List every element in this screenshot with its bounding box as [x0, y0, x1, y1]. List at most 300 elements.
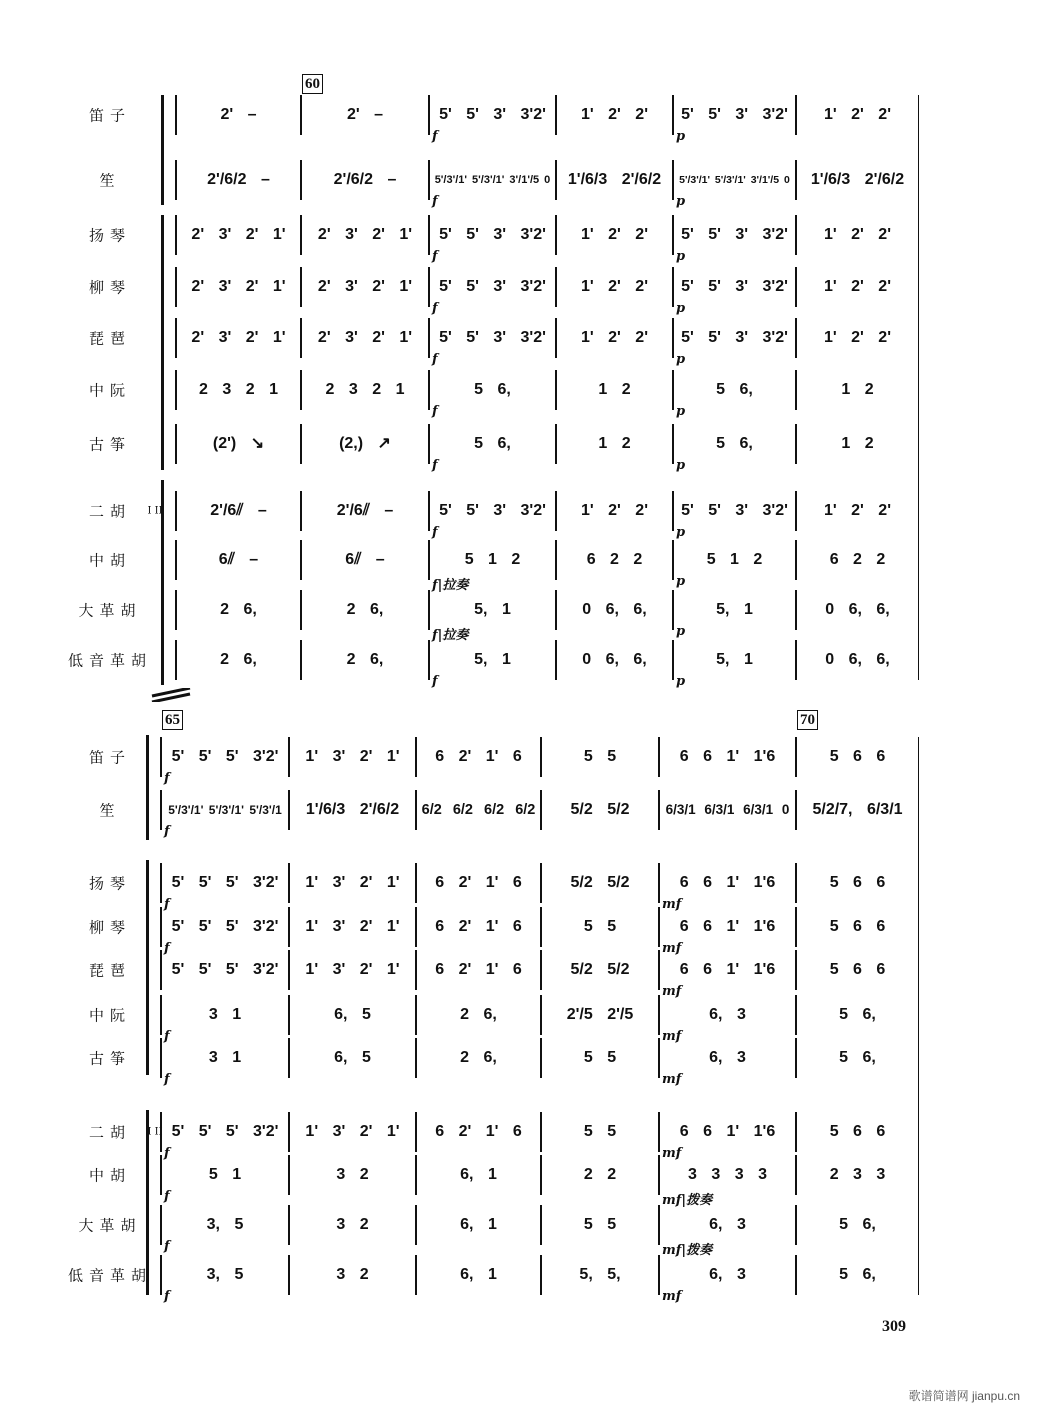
measure — [795, 737, 918, 777]
measure-notes: 5'/3'/1' 5'/3'/1' 3'/1'/5 0 — [434, 173, 551, 186]
measure — [540, 1112, 658, 1152]
measure — [288, 1038, 415, 1078]
measure-notes: 1 2 — [841, 435, 874, 452]
measure-notes: 2 6, — [220, 651, 257, 668]
measure-notes: 2 6, — [346, 601, 384, 618]
measure-notes: 5 6 6 — [829, 961, 886, 978]
measure-notes: 6 2' 1' 6 — [435, 1123, 522, 1140]
measure-notes: 5 6 6 — [829, 874, 886, 891]
instrument-label: 柳琴 — [88, 918, 131, 937]
measure-notes: 5/2 5/2 — [570, 801, 630, 818]
measure-notes: 6, 3 — [709, 1266, 746, 1283]
measure-notes: 2 6, — [346, 651, 384, 668]
measure-notes: 3 1 — [208, 1006, 242, 1023]
dynamic-marking: p — [676, 674, 686, 689]
measure — [175, 540, 300, 580]
dynamic-marking: f — [432, 352, 438, 367]
measure-notes: 2'/6/2 – — [333, 171, 397, 188]
measure — [288, 907, 415, 947]
measure-notes: 5 5 — [583, 918, 617, 935]
dynamic-marking: f — [164, 1146, 170, 1161]
dynamic-marking: f|拉奏 — [432, 628, 469, 643]
measure-notes: 1' 3' 2' 1' — [305, 874, 400, 891]
measure-notes: 5' 5' 3' 3'2' — [439, 106, 546, 123]
measure — [428, 95, 555, 135]
measure — [795, 790, 918, 830]
measure-notes: 5' 5' 5' 3'2' — [171, 748, 279, 765]
measure-notes: 5/2 5/2 — [570, 961, 630, 978]
measure-notes: 1' 2' 2' — [581, 278, 648, 295]
measure — [288, 995, 415, 1035]
staff-row — [0, 1205, 1040, 1245]
dynamic-marking: f — [164, 1072, 170, 1087]
dynamic-marking: f — [432, 404, 438, 419]
measure — [175, 215, 300, 255]
measure — [288, 737, 415, 777]
measure — [300, 424, 428, 464]
measure-notes: 1' 2' 2' — [824, 278, 891, 295]
measure — [672, 370, 795, 410]
staff-row — [0, 95, 1040, 135]
measure-notes: 5 5 — [583, 1216, 617, 1233]
measure-notes: 0 6, 6, — [582, 601, 647, 618]
measure — [288, 1112, 415, 1152]
instrument-label: 中阮 — [88, 1006, 131, 1025]
measure — [428, 370, 555, 410]
dynamic-marking: p — [676, 574, 686, 589]
measure-notes: 6 2' 1' 6 — [435, 874, 522, 891]
measure-notes: 5' 5' 3' 3'2' — [681, 278, 788, 295]
measure — [540, 1038, 658, 1078]
measure — [415, 1112, 540, 1152]
dynamic-marking: f — [164, 1289, 170, 1304]
measure-notes: 5, 1 — [716, 601, 753, 618]
measure — [540, 737, 658, 777]
measure — [555, 540, 672, 580]
measure-notes: 5' 5' 3' 3'2' — [439, 226, 546, 243]
dynamic-marking: mf — [662, 984, 682, 999]
measure-notes: 5, 5, — [579, 1266, 621, 1283]
measure — [415, 1205, 540, 1245]
measure-notes: 5' 5' 3' 3'2' — [439, 502, 546, 519]
measure-notes: 5 5 — [583, 1123, 617, 1140]
measure — [415, 907, 540, 947]
measure-notes: 5 6, — [839, 1049, 876, 1066]
measure-notes: 2'/6⫽ – — [210, 502, 267, 519]
measure-notes: 6, 1 — [460, 1166, 497, 1183]
measure-notes: 6 6 1' 1'6 — [679, 918, 776, 935]
measure-notes: 2'/5 2'/5 — [566, 1006, 634, 1023]
measure — [175, 424, 300, 464]
measure-notes: 2' 3' 2' 1' — [191, 226, 286, 243]
instrument-label: 琵琶 — [88, 961, 131, 980]
measure-notes: 5 6, — [839, 1006, 876, 1023]
measure-notes: 2 3 3 — [829, 1166, 886, 1183]
measure-notes: 6/3/1 6/3/1 6/3/1 0 — [665, 802, 790, 818]
staff-row — [0, 590, 1040, 630]
measure — [415, 1255, 540, 1295]
measure-notes: 5 5 — [583, 1049, 617, 1066]
measure — [288, 950, 415, 990]
dynamic-marking: mf — [662, 897, 682, 912]
measure-notes: 2' 3' 2' 1' — [191, 278, 286, 295]
measure — [160, 907, 288, 947]
measure — [288, 790, 415, 830]
dynamic-marking: p — [676, 624, 686, 639]
dynamic-marking: f — [164, 771, 170, 786]
measure — [672, 215, 795, 255]
dynamic-marking: p — [676, 352, 686, 367]
measure — [540, 1255, 658, 1295]
measure — [555, 95, 672, 135]
measure — [795, 1155, 918, 1195]
measure — [795, 995, 918, 1035]
instrument-label: 中胡 — [88, 1166, 131, 1185]
measure-notes: 2' – — [346, 106, 384, 123]
measure — [795, 491, 918, 531]
measure-notes: 5 1 — [208, 1166, 242, 1183]
measure — [300, 590, 428, 630]
staff-row — [0, 424, 1040, 464]
dynamic-marking: f — [164, 824, 170, 839]
measure-notes: 1' 2' 2' — [581, 329, 648, 346]
measure — [795, 590, 918, 630]
measure-notes: 5 1 2 — [464, 551, 521, 568]
measure — [795, 863, 918, 903]
measure — [160, 995, 288, 1035]
measure — [415, 950, 540, 990]
measure — [658, 790, 795, 830]
measure — [540, 1205, 658, 1245]
measure-notes: 5 6, — [474, 381, 511, 398]
measure-notes: 5 1 2 — [706, 551, 763, 568]
staff-row — [0, 907, 1040, 947]
instrument-label: 大革胡 — [78, 601, 142, 620]
measure-notes: 1' 2' 2' — [824, 106, 891, 123]
instrument-label: 琵琶 — [88, 329, 131, 348]
measure-notes: 6 6 1' 1'6 — [679, 874, 776, 891]
measure-notes: 5 6 6 — [829, 1123, 886, 1140]
measure — [300, 491, 428, 531]
measure-notes: 1' 2' 2' — [581, 226, 648, 243]
measure-notes: 1 2 — [598, 435, 631, 452]
instrument-label: 低音革胡 — [67, 1266, 152, 1285]
measure — [795, 424, 918, 464]
measure — [428, 215, 555, 255]
measure — [428, 318, 555, 358]
measure — [160, 1255, 288, 1295]
dynamic-marking: f — [164, 1239, 170, 1254]
measure — [795, 1038, 918, 1078]
measure-notes: 3 1 — [208, 1049, 242, 1066]
dynamic-marking: mf — [662, 941, 682, 956]
measure — [428, 491, 555, 531]
measure-notes: 0 6, 6, — [582, 651, 647, 668]
measure-notes: 3 3 3 3 — [688, 1166, 767, 1183]
measure-notes: 5 6, — [474, 435, 511, 452]
dynamic-marking: f — [164, 1189, 170, 1204]
page-number: 309 — [882, 1318, 906, 1335]
staff-row — [0, 1155, 1040, 1195]
measure — [175, 318, 300, 358]
measure-notes: 1' 3' 2' 1' — [305, 918, 400, 935]
measure — [428, 267, 555, 307]
measure — [795, 540, 918, 580]
measure-notes: 2 6, — [460, 1006, 497, 1023]
staff-row — [0, 491, 1040, 531]
measure-notes: 1' 2' 2' — [824, 329, 891, 346]
watermark: 歌谱简谱网 jianpu.cn — [908, 1389, 1020, 1403]
measure-notes: 2' 3' 2' 1' — [191, 329, 286, 346]
measure — [672, 95, 795, 135]
measure — [795, 215, 918, 255]
measure-notes: 2 3 2 1 — [199, 381, 278, 398]
measure — [300, 318, 428, 358]
measure — [160, 950, 288, 990]
measure — [795, 160, 918, 200]
measure-notes: 1'/6/3 2'/6/2 — [810, 171, 905, 188]
measure-notes: 6⫽ – — [218, 551, 259, 568]
staff-row — [0, 950, 1040, 990]
measure-notes: 5/2/7, 6/3/1 — [812, 801, 903, 818]
measure — [288, 1255, 415, 1295]
measure — [175, 95, 300, 135]
measure-notes: 3 2 — [336, 1216, 369, 1233]
measure — [300, 370, 428, 410]
measure — [288, 1155, 415, 1195]
instrument-label: 低音革胡 — [67, 651, 152, 670]
measure — [555, 160, 672, 200]
measure — [300, 640, 428, 680]
instrument-label: 古筝 — [88, 435, 131, 454]
staff-row — [0, 995, 1040, 1035]
measure-notes: 5 6, — [716, 381, 753, 398]
measure — [160, 790, 288, 830]
measure — [795, 370, 918, 410]
measure — [300, 267, 428, 307]
measure — [175, 267, 300, 307]
measure — [795, 640, 918, 680]
measure-notes: 2' 3' 2' 1' — [317, 278, 413, 295]
dynamic-marking: f — [164, 1029, 170, 1044]
system-break-mark — [150, 688, 192, 702]
dynamic-marking: f — [432, 129, 438, 144]
dynamic-marking: p — [676, 404, 686, 419]
dynamic-marking: p — [676, 458, 686, 473]
dynamic-marking: mf — [662, 1029, 682, 1044]
measure — [555, 215, 672, 255]
measure-notes: 5'/3'/1' 5'/3'/1' 3'/1'/5 0 — [679, 173, 790, 186]
measure-notes: 1' 2' 2' — [824, 226, 891, 243]
staff-row — [0, 540, 1040, 580]
dynamic-marking: f — [432, 194, 438, 209]
measure — [288, 1205, 415, 1245]
staff-row — [0, 640, 1040, 680]
measure-notes: 6, 1 — [460, 1216, 497, 1233]
measure — [300, 215, 428, 255]
dynamic-marking: p — [676, 301, 686, 316]
dynamic-marking: mf — [662, 1289, 682, 1304]
measure-notes: 2 2 — [583, 1166, 617, 1183]
measure — [795, 1112, 918, 1152]
measure-notes: 1' 2' 2' — [581, 106, 648, 123]
measure — [795, 267, 918, 307]
dynamic-marking: f — [164, 941, 170, 956]
measure-notes: 6 6 1' 1'6 — [679, 1123, 776, 1140]
measure-notes: 1'/6/3 2'/6/2 — [567, 171, 662, 188]
measure-notes: 6 2 2 — [829, 551, 886, 568]
measure — [795, 950, 918, 990]
measure-notes: 5'/3'/1' 5'/3'/1' 5'/3'/1 — [168, 803, 282, 817]
staff-row — [0, 1112, 1040, 1152]
dynamic-marking: p — [676, 525, 686, 540]
measure-notes: 5' 5' 3' 3'2' — [681, 106, 788, 123]
measure — [415, 1155, 540, 1195]
measure — [540, 950, 658, 990]
measure-notes: 5' 5' 5' 3'2' — [171, 961, 279, 978]
dynamic-marking: f — [432, 458, 438, 473]
dynamic-marking: p — [676, 194, 686, 209]
measure-notes: 3 2 — [336, 1266, 369, 1283]
measure-notes: 1' 2' 2' — [581, 502, 648, 519]
instrument-label: 扬琴 — [88, 226, 131, 245]
measure-notes: 3, 5 — [206, 1216, 244, 1233]
measure-notes: 5/2 5/2 — [570, 874, 630, 891]
measure — [415, 995, 540, 1035]
measure — [415, 863, 540, 903]
measure — [175, 370, 300, 410]
measure — [428, 160, 555, 200]
measure — [415, 737, 540, 777]
measure — [300, 160, 428, 200]
measure — [795, 95, 918, 135]
dynamic-marking: mf — [662, 1146, 682, 1161]
measure-notes: 5' 5' 5' 3'2' — [171, 918, 279, 935]
measure-notes: 6, 3 — [709, 1049, 746, 1066]
measure — [300, 540, 428, 580]
measure-notes: 6, 5 — [334, 1006, 371, 1023]
staff-row — [0, 863, 1040, 903]
measure-notes: 6 6 1' 1'6 — [679, 748, 776, 765]
measure-notes: 5, 1 — [716, 651, 753, 668]
measure — [540, 863, 658, 903]
measure — [160, 1205, 288, 1245]
measure — [672, 267, 795, 307]
measure-notes: 6, 3 — [709, 1216, 746, 1233]
measure — [300, 95, 428, 135]
measure — [555, 370, 672, 410]
measure — [175, 590, 300, 630]
measure — [288, 863, 415, 903]
rehearsal-mark: 65 — [162, 710, 183, 730]
measure-notes: 5 6 6 — [829, 748, 886, 765]
staff-row — [0, 737, 1040, 777]
measure-notes: 1' 3' 2' 1' — [305, 748, 400, 765]
measure-notes: 1 2 — [841, 381, 874, 398]
staff-row — [0, 318, 1040, 358]
measure-notes: 5 6, — [839, 1266, 876, 1283]
measure-notes: 5 6, — [716, 435, 753, 452]
measure-notes: 2' 3' 2' 1' — [317, 329, 413, 346]
measure — [540, 907, 658, 947]
measure-notes: 5, 1 — [474, 651, 511, 668]
dynamic-marking: f — [432, 525, 438, 540]
measure — [415, 790, 540, 830]
measure-notes: 1' 3' 2' 1' — [305, 961, 400, 978]
instrument-label: 二胡 — [88, 1123, 131, 1142]
instrument-label: 中阮 — [88, 381, 131, 400]
measure-notes: 3, 5 — [206, 1266, 244, 1283]
measure — [555, 491, 672, 531]
measure — [555, 640, 672, 680]
measure-notes: 3 2 — [336, 1166, 369, 1183]
measure-notes: 6, 5 — [334, 1049, 371, 1066]
measure-notes: 2 6, — [460, 1049, 497, 1066]
measure — [540, 995, 658, 1035]
dynamic-marking: p — [676, 249, 686, 264]
measure — [175, 491, 300, 531]
measure — [672, 318, 795, 358]
measure-notes: 2'/6⫽ – — [336, 502, 394, 519]
instrument-label: 二胡 — [88, 502, 131, 521]
measure-notes: 5' 5' 3' 3'2' — [681, 329, 788, 346]
measure-notes: 5 6 6 — [829, 918, 886, 935]
measure-notes: 6 2 2 — [586, 551, 643, 568]
measure — [672, 491, 795, 531]
measure — [795, 907, 918, 947]
measure — [160, 863, 288, 903]
measure — [428, 424, 555, 464]
measure-notes: 6, 3 — [709, 1006, 746, 1023]
instrument-label: 笙 — [99, 801, 121, 820]
measure — [555, 267, 672, 307]
dynamic-marking: f — [432, 301, 438, 316]
measure — [672, 160, 795, 200]
dynamic-marking: mf — [662, 1072, 682, 1087]
measure — [672, 540, 795, 580]
measure-notes: 5, 1 — [474, 601, 511, 618]
dynamic-marking: f — [432, 674, 438, 689]
measure-notes: 0 6, 6, — [825, 601, 890, 618]
dynamic-marking: f|拉奏 — [432, 578, 469, 593]
measure — [658, 737, 795, 777]
measure — [175, 640, 300, 680]
instrument-label: 扬琴 — [88, 874, 131, 893]
staff-row — [0, 370, 1040, 410]
measure-notes: 5 5 — [583, 748, 617, 765]
measure — [428, 640, 555, 680]
staff-row — [0, 160, 1040, 200]
measure — [415, 1038, 540, 1078]
measure-notes: 2 6, — [220, 601, 257, 618]
instrument-label: 大革胡 — [78, 1216, 142, 1235]
instrument-label: 笛子 — [88, 748, 131, 767]
erhu-part-label: I II — [147, 505, 163, 517]
measure — [672, 590, 795, 630]
measure — [160, 737, 288, 777]
measure — [795, 1205, 918, 1245]
measure-notes: 2'/6/2 – — [207, 171, 270, 188]
measure-notes: 0 6, 6, — [825, 651, 890, 668]
measure — [540, 790, 658, 830]
measure-notes: 1 2 — [598, 381, 631, 398]
measure-notes: 5' 5' 5' 3'2' — [171, 874, 279, 891]
dynamic-marking: f — [164, 897, 170, 912]
measure-notes: 2' 3' 2' 1' — [317, 226, 413, 243]
measure — [160, 1112, 288, 1152]
measure — [795, 318, 918, 358]
measure-notes: 5' 5' 3' 3'2' — [439, 278, 546, 295]
